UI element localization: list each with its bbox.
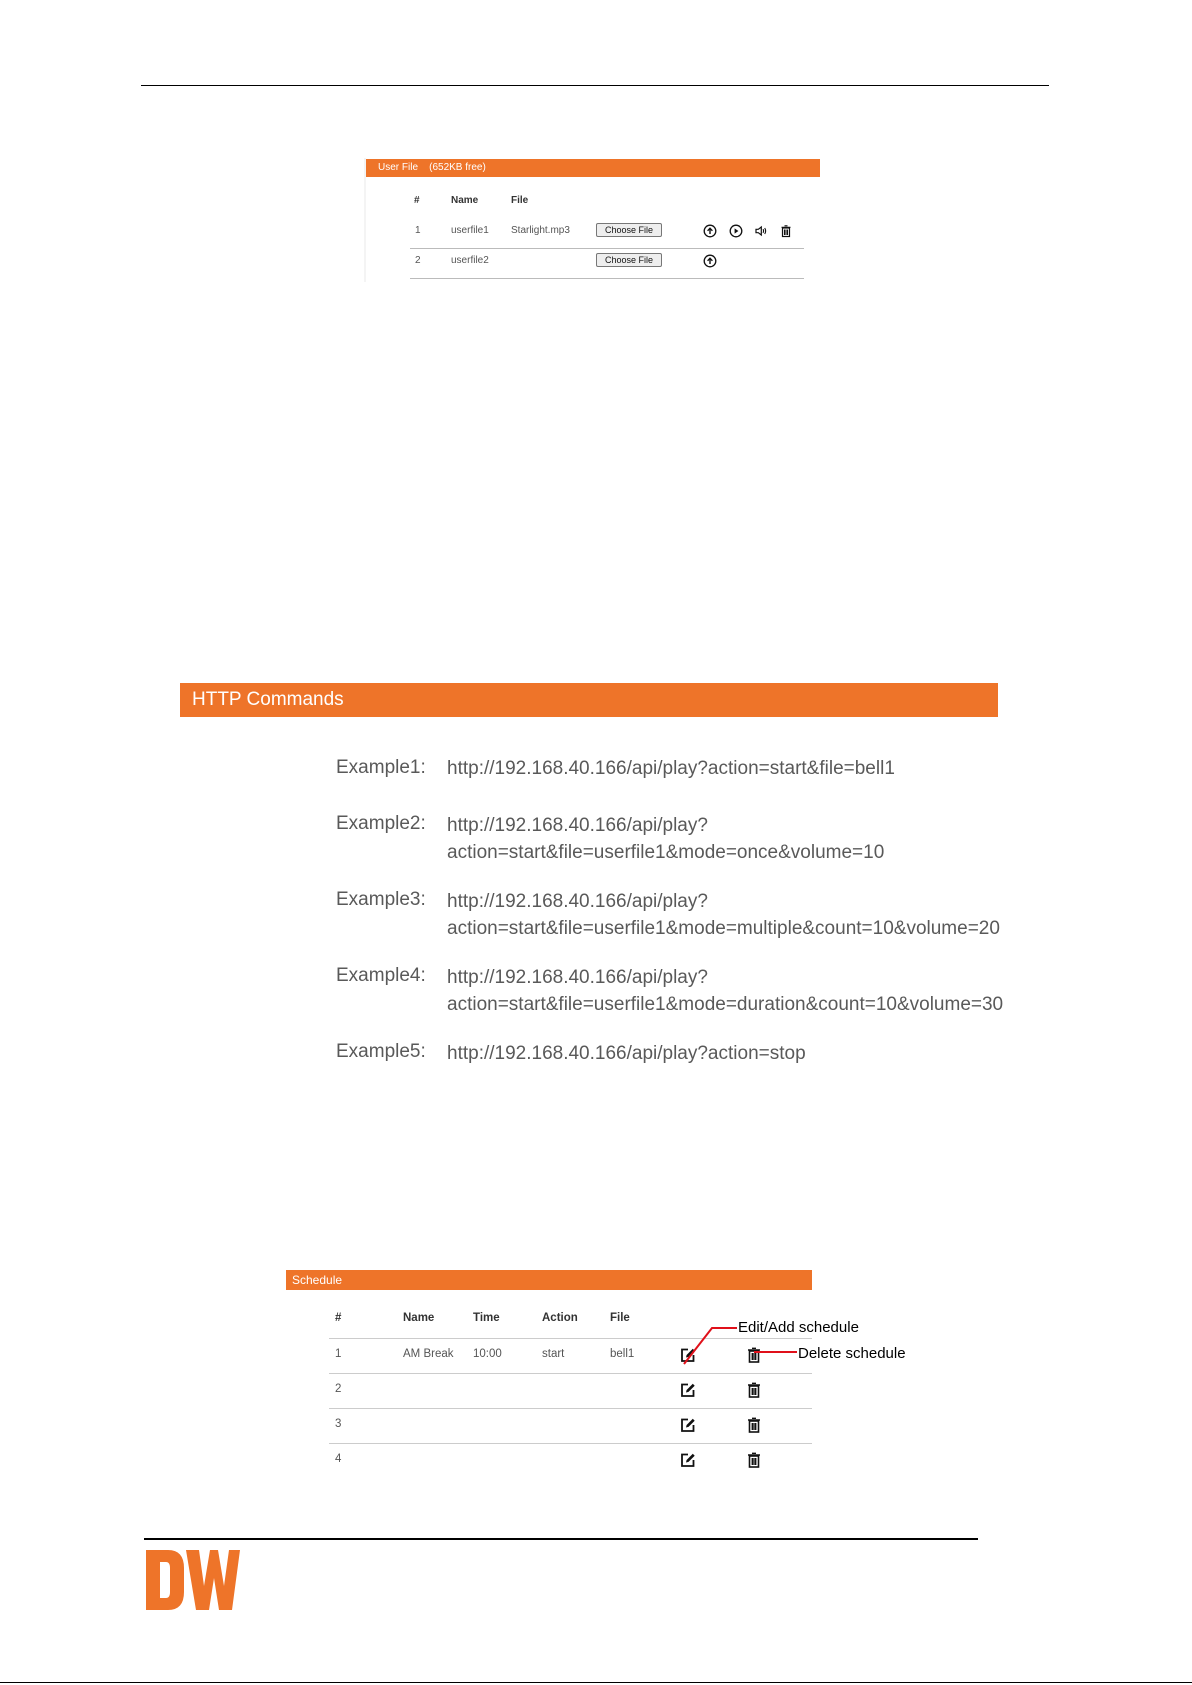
user-file-header — [366, 159, 820, 177]
footer-rule — [144, 1538, 978, 1540]
http-commands-title: HTTP Commands — [192, 689, 344, 710]
header-rule — [141, 85, 1049, 86]
play-icon[interactable] — [729, 224, 743, 238]
example-url — [447, 755, 895, 782]
example-url — [447, 888, 1000, 942]
trash-icon[interactable] — [745, 1416, 763, 1434]
row-num: 3 — [335, 1418, 342, 1430]
row-name: userfile2 — [451, 255, 489, 266]
trash-icon[interactable] — [745, 1451, 763, 1469]
dw-logo — [144, 1548, 240, 1612]
choose-file-button[interactable]: Choose File — [596, 253, 662, 267]
example-url-line: action=start&file=userfile1&mode=duration&count=10&volume=30 — [447, 994, 1004, 1015]
row-name: userfile1 — [451, 225, 489, 236]
example-label: Example2: — [336, 813, 426, 834]
example-label: Example5: — [336, 1041, 426, 1062]
example-url-line: http://192.168.40.166/api/play?action=start&file=bell1 — [447, 758, 895, 779]
col-header-name: Name — [451, 195, 479, 206]
row-num: 2 — [335, 1383, 342, 1395]
example-label: Example3: — [336, 889, 426, 910]
row-time: 10:00 — [473, 1348, 502, 1360]
edit-icon[interactable] — [679, 1451, 697, 1469]
example-url-line: action=start&file=userfile1&mode=multiple&count=10&volume=20 — [447, 918, 1000, 939]
col-header-action: Action — [542, 1312, 578, 1324]
choose-file-button[interactable]: Choose File — [596, 223, 662, 237]
example-url-line: http://192.168.40.166/api/play?action=stop — [447, 1043, 806, 1064]
row-num: 1 — [335, 1348, 342, 1360]
example-url — [447, 812, 884, 866]
col-header-name: Name — [403, 1312, 435, 1324]
schedule-title: Schedule — [292, 1273, 343, 1287]
row-divider — [329, 1408, 812, 1409]
row-num: 1 — [415, 225, 421, 236]
row-num: 4 — [335, 1453, 342, 1465]
delete-annotation: Delete schedule — [798, 1345, 906, 1362]
edit-icon[interactable] — [679, 1381, 697, 1399]
example-url-line: http://192.168.40.166/api/play? — [447, 891, 708, 912]
example-url-line: http://192.168.40.166/api/play? — [447, 815, 708, 836]
row-divider — [329, 1443, 812, 1444]
user-file-title: User File (652KB free) — [378, 162, 486, 173]
http-commands-header — [180, 683, 998, 717]
col-header-num: # — [335, 1312, 342, 1324]
page-edge-rule — [0, 1682, 1192, 1683]
col-header-num: # — [414, 195, 420, 206]
schedule-header — [286, 1270, 812, 1290]
trash-icon[interactable] — [745, 1381, 763, 1399]
http-commands-panel — [180, 681, 1004, 1089]
example-url — [447, 1040, 806, 1067]
col-header-time: Time — [473, 1312, 500, 1324]
example-url-line: action=start&file=userfile1&mode=once&volume=10 — [447, 842, 885, 863]
edit-annotation: Edit/Add schedule — [738, 1319, 859, 1336]
row-action: start — [542, 1348, 565, 1360]
edit-icon[interactable] — [679, 1416, 697, 1434]
user-file-panel — [366, 158, 820, 282]
delete-callout-line — [752, 1346, 802, 1358]
col-header-file: File — [511, 195, 529, 206]
volume-icon[interactable] — [754, 224, 768, 238]
upload-icon[interactable] — [703, 254, 717, 268]
upload-icon[interactable] — [703, 224, 717, 238]
row-divider — [410, 248, 804, 249]
example-label: Example4: — [336, 965, 426, 986]
row-file: bell1 — [610, 1348, 635, 1360]
trash-icon[interactable] — [779, 224, 793, 238]
row-divider — [410, 278, 804, 279]
row-num: 2 — [415, 255, 421, 266]
row-name: AM Break — [403, 1348, 454, 1360]
example-url — [447, 964, 1003, 1018]
example-label: Example1: — [336, 757, 426, 778]
example-url-line: http://192.168.40.166/api/play? — [447, 967, 708, 988]
row-file: Starlight.mp3 — [511, 225, 570, 236]
col-header-file: File — [610, 1312, 630, 1324]
